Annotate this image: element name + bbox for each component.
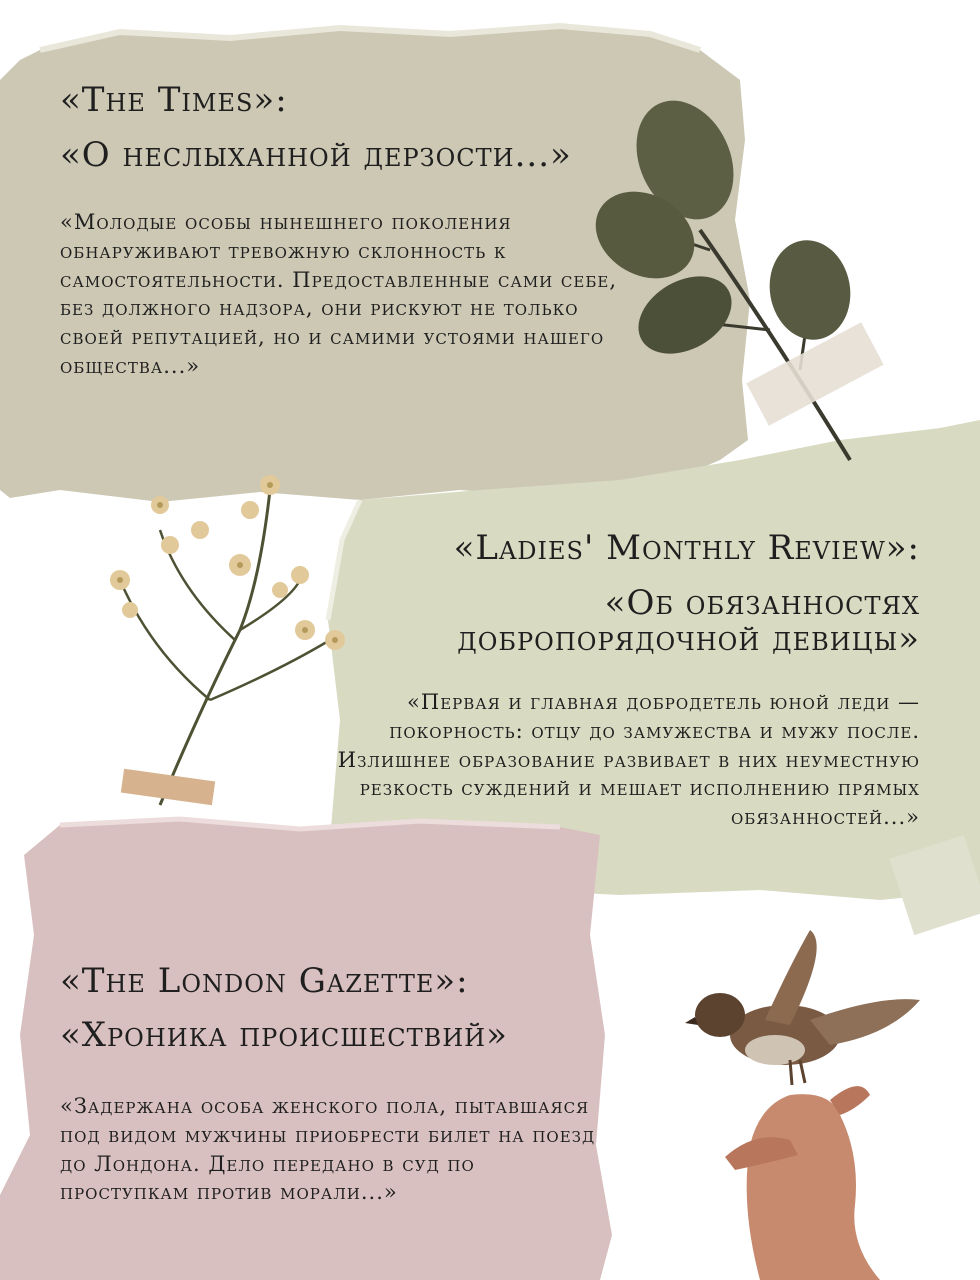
dried-flower-sprig-icon [90,470,360,820]
article-quote-london-gazette: «Задержана особа женского пола, пытавшаяся под видом мужчины приобрести билет на поезд до Лондона. Дело передано в суд по проступкам против морали...» [60,1094,596,1205]
article-source-ladies-review: «Ladies' Monthly Review»: [453,528,920,568]
eucalyptus-branch-icon [590,100,900,470]
article-title-london-gazette: «Хроника происшествий» [60,1015,508,1055]
article-title-ladies-review: «Об обязанностях добропорядочной девицы» [457,583,920,659]
sparrow-on-hand-icon [680,925,930,1280]
article-source-times: «The Times»: [60,80,288,120]
article-source-london-gazette: «The London Gazette»: [60,961,469,1001]
article-title-times: «О неслыханной дерзости...» [60,135,572,175]
article-quote-ladies-review: «Первая и главная добродетель юной леди — покорность: отцу до замужества и мужу после. Излишнее образование развивает в них неуместную резкость суждений и мешает исполнению прямых обязанностей...» [337,690,920,830]
article-quote-times: «Молодые особы нынешнего поколения обнаруживают тревожную склонность к самостоятельности. Предоставленные сами себе, без должного надзора, они рискуют не только своей репутацией, но и самими устоями нашего общества...» [60,210,618,378]
